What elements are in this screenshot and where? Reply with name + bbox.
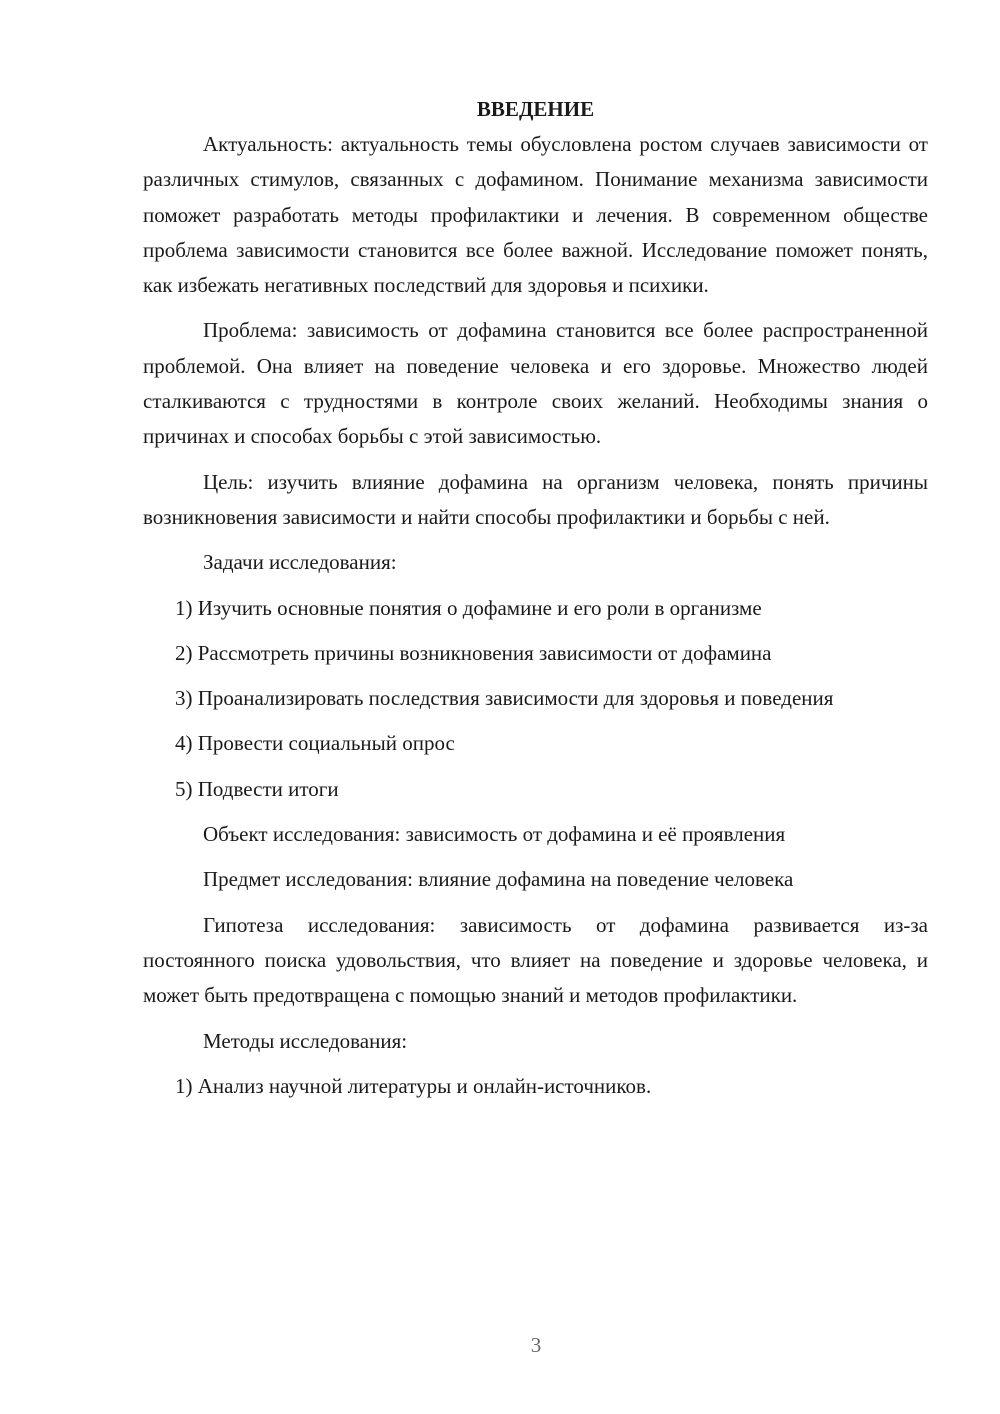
research-object: Объект исследования: зависимость от дофамина и её проявления (203, 822, 786, 847)
task-item-5: 5) Подвести итоги (175, 776, 339, 801)
document-page (143, 92, 928, 1104)
task-item-2: 2) Рассмотреть причины возникновения зависимости от дофамина (175, 640, 772, 665)
hypothesis-paragraph: Гипотеза исследования: зависимость от дофамина развивается из-за постоянного поиска удовольствия, что влияет на поведение и здоровье человека, и может быть предотвращена с помощью знаний и методов профилактики. (143, 912, 928, 1008)
method-item-1: 1) Анализ научной литературы и онлайн-источников. (175, 1073, 652, 1098)
tasks-heading: Задачи исследования: (203, 550, 397, 575)
page-number: 3 (530, 1333, 542, 1357)
goal-paragraph: Цель: изучить влияние дофамина на организм человека, понять причины возникновения зависимости и найти способы профилактики и борьбы с ней. (143, 469, 928, 529)
task-item-3: 3) Проанализировать последствия зависимости для здоровья и поведения (175, 686, 834, 711)
relevance-paragraph: Актуальность: актуальность темы обусловлена ростом случаев зависимости от различных стимулов, связанных с дофамином. Понимание механизма зависимости поможет разработать методы профилактики и лечения. В современном обществе проблема зависимости становится все более важной. Исследование поможет понять, как избежать негативных последствий для здоровья и психики. (143, 132, 928, 298)
methods-heading: Методы исследования: (203, 1028, 408, 1053)
section-title: ВВЕДЕНИЕ (476, 97, 595, 121)
problem-paragraph: Проблема: зависимость от дофамина становится все более распространенной проблемой. Она влияет на поведение человека и его здоровье. Множество людей сталкиваются с трудностями в контроле своих желаний. Необходимы знания о причинах и способах борьбы с этой зависимостью. (143, 318, 928, 449)
research-subject: Предмет исследования: влияние дофамина на поведение человека (203, 867, 794, 892)
task-item-1: 1) Изучить основные понятия о дофамине и его роли в организме (175, 595, 762, 620)
task-item-4: 4) Провести социальный опрос (175, 731, 455, 756)
